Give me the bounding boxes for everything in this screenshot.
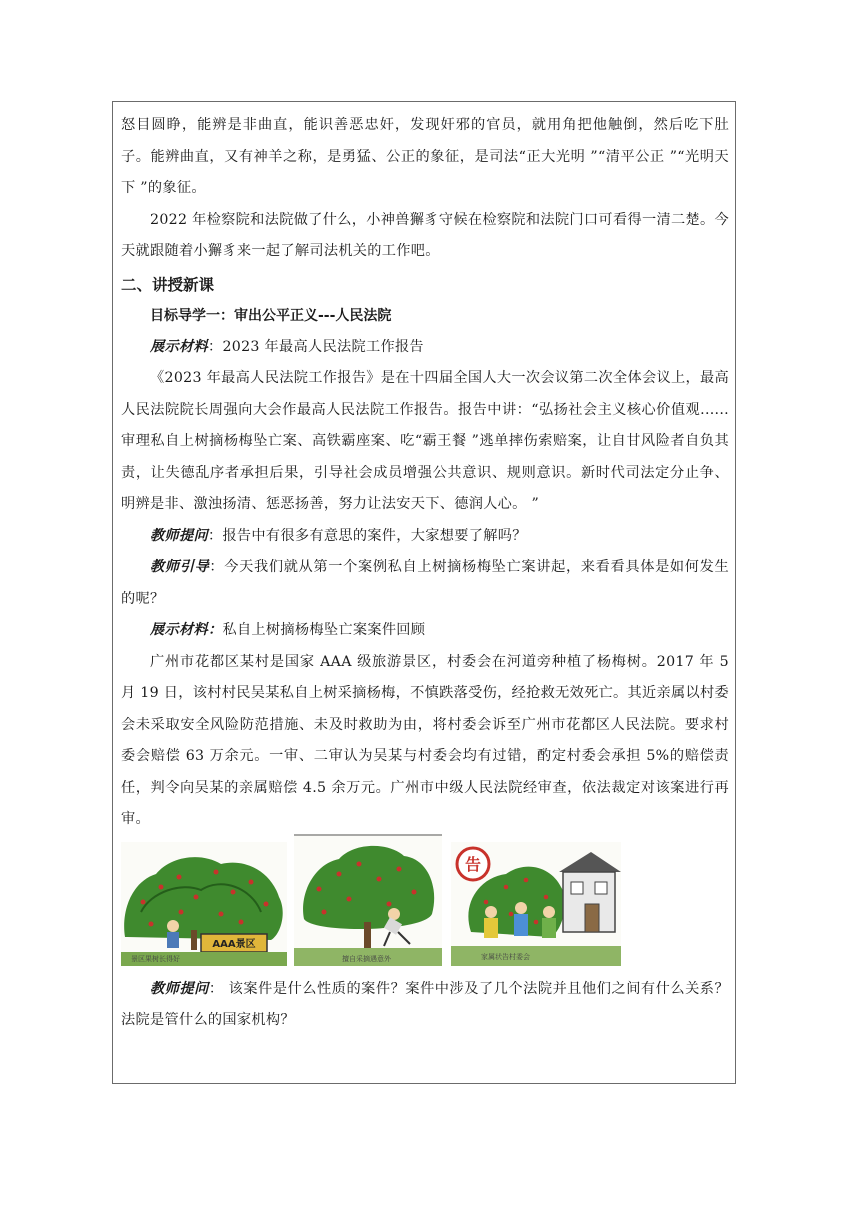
teacher-question-label: 教师提问 — [150, 527, 208, 544]
show-material-label: 展示材料 — [150, 338, 208, 355]
illustration-fall-accident — [294, 834, 442, 966]
paragraph-case: 广州市花都区某村是国家 AAA 级旅游景区，村委会在河道旁种植了杨梅树。2017 年 5 月 19 日，该村村民吴某私自上树采摘杨梅，不慎跌落受伤，经抢救无效死亡。其近亲属以村委会未采取安全风险防范措施、未及时救助为由，将村委会诉至广州市花都区人民法院。要求村委会赔偿 63 万余元。一审、二审认为吴某与村委会均有过错，酌定村委会承担 5%的赔偿责任，判令向吴某的亲属赔偿 4.5 余万元。广州市中级人民法院经审查，依法裁定对该案进行再审。 — [121, 653, 729, 827]
caption-2: 擅自采摘遇意外 — [342, 954, 391, 963]
show-material-2-label: 展示材料： — [150, 622, 223, 638]
tree-drawing-1 — [121, 842, 287, 966]
teacher-question-2-label: 教师提问 — [150, 980, 209, 997]
goal-heading: 目标导学一：审出公平正义---人民法院 — [150, 307, 392, 324]
teacher-guide — [121, 552, 729, 615]
show-material-2-text: 私自上树摘杨梅坠亡案案件回顾 — [222, 622, 426, 638]
content-frame — [112, 101, 736, 1084]
illustration-family-sues — [451, 842, 621, 966]
tree-drawing-2 — [294, 834, 442, 966]
show-material-1 — [121, 332, 729, 364]
case-illustrations — [121, 842, 729, 970]
teacher-question-1 — [121, 521, 729, 553]
caption-3: 家属状告村委会 — [481, 952, 530, 961]
scenic-sign-text: AAA景区 — [212, 938, 256, 950]
show-material-text: ：2023 年最高人民法院工作报告 — [207, 338, 424, 355]
paragraph-intro-continued: 怒目圆睁，能辨是非曲直，能识善恶忠奸，发现奸邪的官员，就用角把他触倒，然后吃下肚子。能辨曲直，又有神羊之称，是勇猛、公正的象征，是司法“正大光明 ”“清平公正 ”“光明天下 ”的象征。 — [121, 117, 729, 196]
sue-stamp-text: 告 — [464, 854, 482, 874]
paragraph-report: 《2023 年最高人民法院工作报告》是在十四届全国人大一次会议第二次全体会议上，最高人民法院院长周强向大会作最高人民法院工作报告。报告中讲：“弘扬社会主义核心价值观......审理私自上树摘杨梅坠亡案、高铁霸座案、吃“霸王餐 ”逃单摔伤索赔案，让自甘风险者自负其责，让失德乱序者承担后果，引导社会成员增强公共意识、规则意识。新时代司法定分止争、明辨是非、激浊扬清、惩恶扬善，努力让法安天下、德润人心。 ” — [121, 370, 729, 512]
teacher-question-text: ：报告中有很多有意思的案件，大家想要了解吗？ — [207, 527, 527, 544]
illustration-scenic-trees — [121, 842, 287, 966]
tree-drawing-3 — [451, 842, 621, 966]
paragraph-xiezhi: 2022 年检察院和法院做了什么，小神兽獬豸守候在检察院和法院门口可看得一清二楚。今天就跟随着小獬豸来一起了解司法机关的工作吧。 — [121, 211, 729, 259]
teacher-guide-text: ：今天我们就从第一个案例私自上树摘杨梅坠亡案讲起，来看看具体是如何发生的呢？ — [121, 559, 729, 607]
teacher-guide-label: 教师引导 — [150, 559, 210, 575]
teacher-question-2-text: ： 该案件是什么性质的案件？案件中涉及了几个法院并且他们之间有什么关系？法院是管什么的国家机构？ — [121, 980, 730, 1028]
teacher-question-2 — [121, 974, 729, 1037]
document-body — [121, 110, 729, 1037]
caption-1: 景区果树长得好 — [131, 954, 180, 963]
section-heading: 二、讲授新课 — [121, 275, 215, 294]
show-material-2 — [121, 615, 729, 647]
